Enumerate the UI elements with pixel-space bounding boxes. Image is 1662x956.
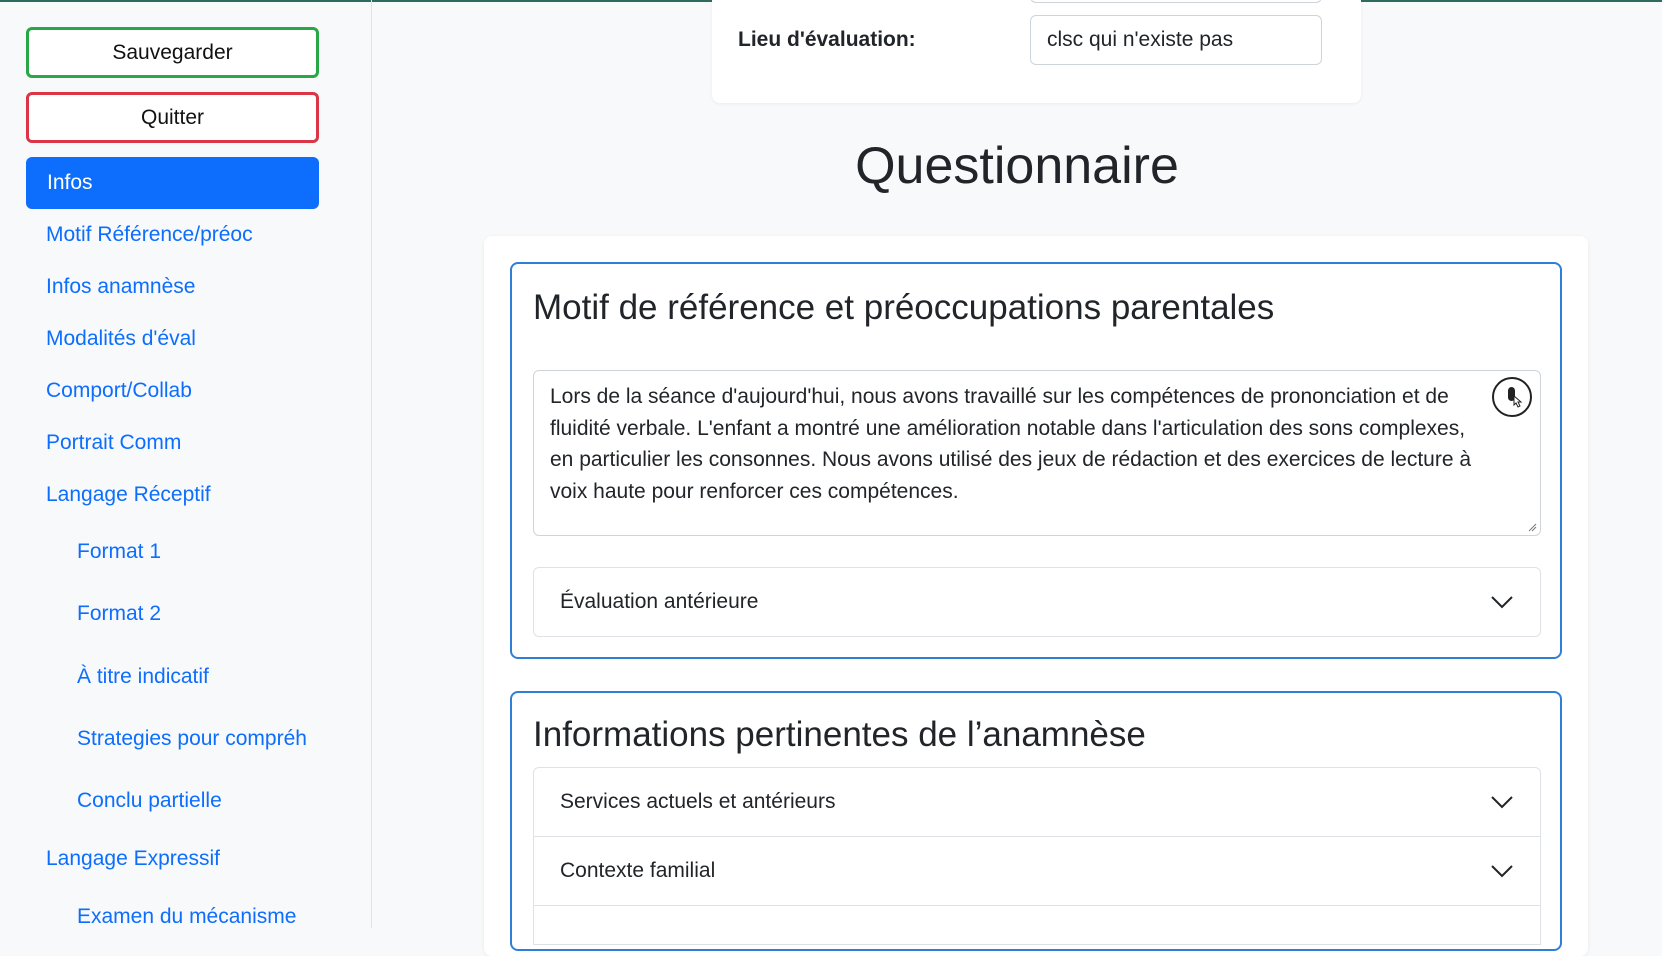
sidebar-item-modalites-eval[interactable]: Modalités d'éval: [46, 327, 196, 350]
accordion-label: Évaluation antérieure: [560, 590, 759, 613]
accordion-evaluation-anterieure[interactable]: [533, 567, 1541, 637]
page-title: [0, 136, 1662, 196]
section-title: Motif de référence et préoccupations parentales: [533, 288, 1275, 327]
sidebar-item-format-2[interactable]: Format 2: [77, 602, 162, 625]
section-title: Informations pertinentes de l’anamnèse: [533, 715, 1146, 754]
resize-handle-icon[interactable]: [1527, 522, 1537, 532]
accordion-services-actuels[interactable]: [533, 767, 1541, 837]
sidebar-item-langage-expressif[interactable]: Langage Expressif: [46, 847, 220, 870]
sidebar-item-portrait-comm[interactable]: Portrait Comm: [46, 431, 182, 454]
sidebar-item-examen-mecanisme[interactable]: Examen du mécanisme: [77, 905, 297, 928]
chevron-down-icon: [1490, 595, 1514, 609]
sidebar-item-a-titre-indicatif[interactable]: À titre indicatif: [77, 665, 209, 688]
microphone-icon[interactable]: [1492, 377, 1532, 417]
save-button[interactable]: Sauvegarder: [26, 27, 319, 78]
chevron-down-icon: [1490, 795, 1514, 809]
sidebar-item-format-1[interactable]: Format 1: [77, 540, 162, 563]
evaluation-info-card: [712, 0, 1361, 103]
sidebar-item-infos[interactable]: Infos: [26, 157, 319, 209]
accordion-next-item[interactable]: [533, 905, 1541, 945]
quit-button[interactable]: Quitter: [26, 92, 319, 143]
chevron-down-icon: [1490, 864, 1514, 878]
lieu-evaluation-label: Lieu d'évaluation:: [738, 28, 916, 51]
sidebar-item-strategies-comprehension[interactable]: Strategies pour compréh: [77, 727, 307, 750]
motif-text: Lors de la séance d'aujourd'hui, nous avons travaillé sur les compétences de prononciation et de fluidité verbale. L'enfant a montré une amélioration notable dans l'articulation des sons complexes, en particulier les consonnes. Nous avons utilisé des jeux de rédaction et des exercices de lecture à voix haute pour renforcer ces compétences.: [550, 385, 1472, 503]
section-motif-reference: [510, 262, 1562, 659]
accordion-contexte-familial[interactable]: [533, 836, 1541, 906]
lieu-evaluation-input[interactable]: clsc qui n'existe pas: [1030, 15, 1322, 65]
accordion-label: Services actuels et antérieurs: [560, 790, 836, 813]
sidebar-item-motif-reference[interactable]: Motif Référence/préoc: [46, 223, 253, 246]
sidebar-item-comport-collab[interactable]: Comport/Collab: [46, 379, 192, 402]
sidebar-item-infos-anamnese[interactable]: Infos anamnèse: [46, 275, 196, 298]
section-anamnese: [510, 691, 1562, 951]
accordion-label: Contexte familial: [560, 859, 716, 882]
motif-textarea[interactable]: [533, 370, 1541, 536]
page-title-text: Questionnaire: [855, 137, 1179, 195]
previous-field-stub[interactable]: [1030, 0, 1322, 3]
sidebar-item-langage-receptif[interactable]: Langage Réceptif: [46, 483, 211, 506]
sidebar-item-conclu-partielle[interactable]: Conclu partielle: [77, 789, 222, 812]
